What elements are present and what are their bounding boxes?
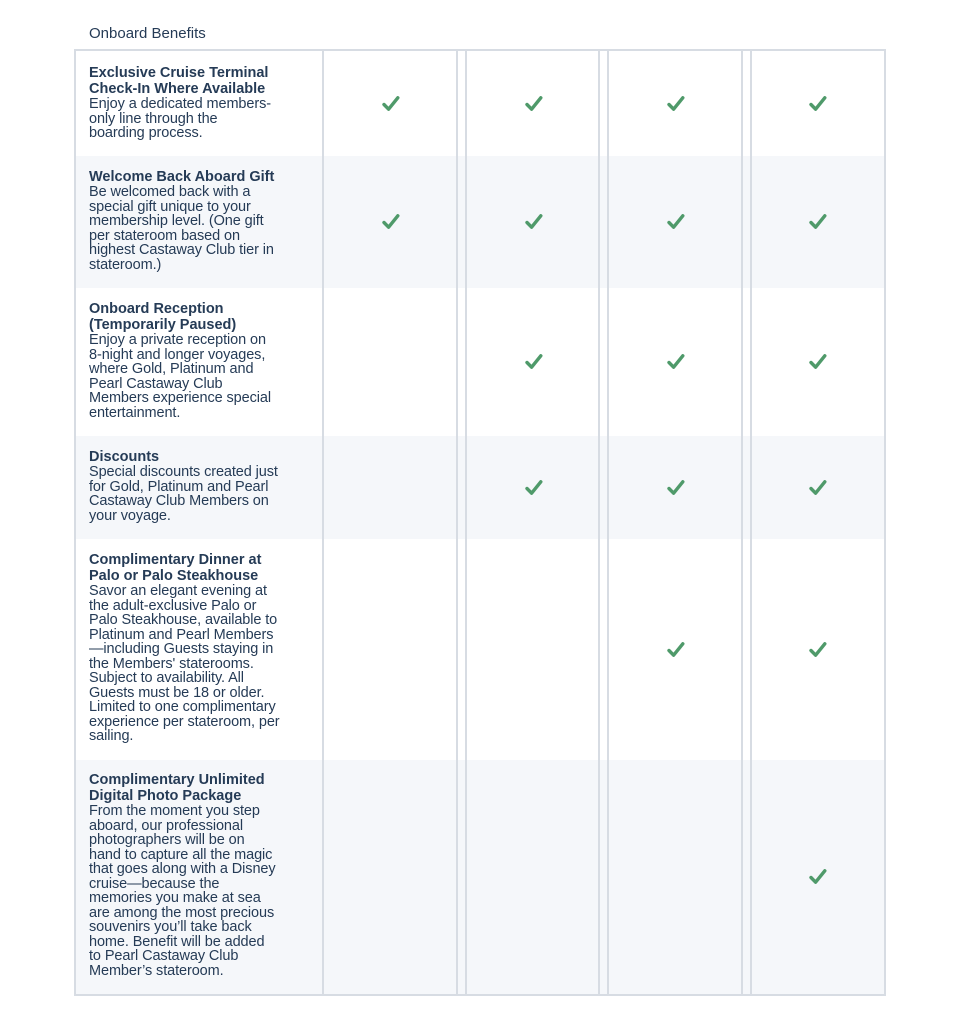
benefit-description-line: souvenirs you’ll take back	[89, 919, 252, 935]
benefit-description-line: experience per stateroom, per	[89, 713, 280, 730]
benefit-description-line: Members experience special	[89, 390, 271, 406]
column-divider	[465, 49, 467, 996]
benefit-description-line: Castaway Club Members on	[89, 493, 269, 509]
section-title: Onboard Benefits	[89, 25, 206, 42]
benefit-description-line: Member’s stateroom.	[89, 962, 224, 979]
benefit-description-line: the Members' staterooms.	[89, 655, 254, 672]
benefit-description-line: membership level. (One gift	[89, 213, 264, 229]
benefit-description-line: only line through the	[89, 110, 218, 127]
benefit-title-line: Complimentary Dinner at	[89, 552, 262, 568]
column-divider	[750, 49, 752, 996]
column-divider	[456, 49, 458, 996]
benefit-description-line: aboard, our professional	[89, 817, 243, 834]
benefit-description-line: special gift unique to your	[89, 198, 251, 215]
benefit-description-line: Pearl Castaway Club	[89, 375, 223, 392]
benefit-description-line: for Gold, Platinum and Pearl	[89, 478, 269, 495]
benefit-description-line: home. Benefit will be added	[89, 933, 265, 950]
benefit-title-line: Complimentary Unlimited	[89, 772, 265, 788]
benefit-title-line: Discounts	[89, 449, 160, 465]
benefit-title-line: Exclusive Cruise Terminal	[89, 65, 269, 81]
benefit-description-line: per stateroom based on	[89, 227, 240, 244]
column-divider	[741, 49, 743, 996]
benefit-description-line: Be welcomed back with a	[89, 184, 251, 200]
benefit-description-line: entertainment.	[89, 404, 181, 421]
benefit-description-line: cruise—because the	[89, 875, 220, 892]
column-divider	[607, 49, 609, 996]
benefit-description-line: Special discounts created just	[89, 464, 278, 480]
benefit-description-line: Limited to one complimentary	[89, 699, 276, 715]
benefit-title-line: Onboard Reception	[89, 301, 224, 317]
benefit-description-line: From the moment you step	[89, 803, 260, 819]
benefit-description-line: the adult-exclusive Palo or	[89, 597, 257, 614]
benefit-description-line: are among the most precious	[89, 904, 275, 921]
benefit-description-line: photographers will be on	[89, 832, 245, 848]
benefit-title-line: Welcome Back Aboard Gift	[89, 169, 275, 185]
column-divider	[598, 49, 600, 996]
benefit-description-line: hand to capture all the magic	[89, 846, 273, 863]
benefit-title-line: (Temporarily Paused)	[89, 317, 237, 333]
benefit-description-line: Subject to availability. All	[89, 670, 244, 686]
benefit-description-line: Savor an elegant evening at	[89, 583, 267, 599]
benefit-description-line: Enjoy a private reception on	[89, 332, 266, 348]
benefit-description-line: boarding process.	[89, 125, 203, 141]
benefit-description-line: sailing.	[89, 728, 134, 744]
benefit-title-line: Check-In Where Available	[89, 81, 266, 97]
benefit-description-line: where Gold, Platinum and	[89, 361, 254, 377]
benefit-description-line: that goes along with a Disney	[89, 861, 276, 877]
benefit-title-line: Palo or Palo Steakhouse	[89, 568, 259, 584]
benefit-description-line: highest Castaway Club tier in	[89, 242, 274, 258]
benefit-description-line: to Pearl Castaway Club	[89, 948, 239, 964]
benefit-description-line: Palo Steakhouse, available to	[89, 612, 278, 628]
column-divider	[322, 49, 324, 996]
benefits-table-frame	[74, 49, 886, 996]
benefit-description-line: —including Guests staying in	[89, 641, 274, 657]
benefit-description-line: 8-night and longer voyages,	[89, 346, 266, 363]
benefit-description-line: Guests must be 18 or older.	[89, 684, 265, 701]
benefit-description-line: stateroom.)	[89, 256, 162, 273]
benefit-description-line: Platinum and Pearl Members	[89, 626, 274, 643]
benefit-description-line: your voyage.	[89, 507, 171, 524]
benefit-title-line: Digital Photo Package	[89, 788, 242, 804]
benefit-description-line: Enjoy a dedicated members-	[89, 96, 271, 112]
benefit-description-line: memories you make at sea	[89, 890, 261, 906]
